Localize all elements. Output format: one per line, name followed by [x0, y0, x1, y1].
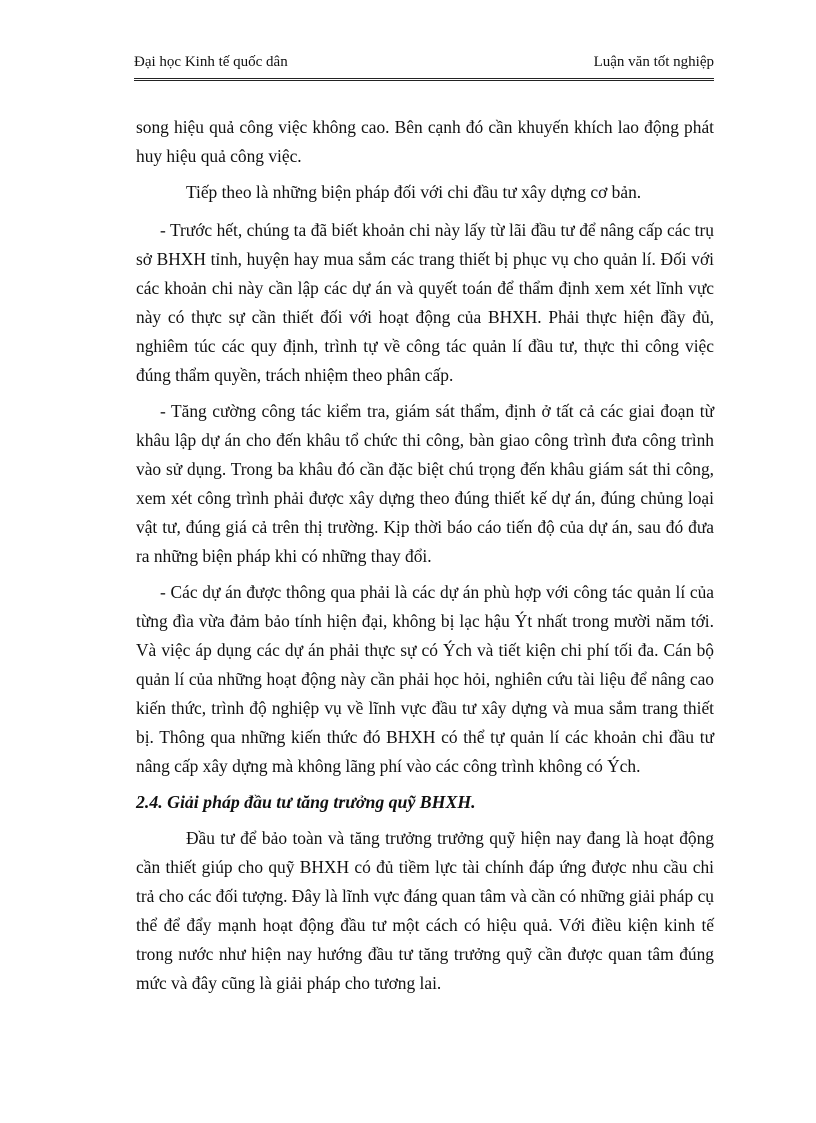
bullet-paragraph-3: - Các dự án được thông qua phải là các dự án phù hợp với công tác quản lí của từng đìa vừa đảm bảo tính hiện đại, không bị lạc hậu Ýt nhất trong mười năm tới. Và việc áp dụng các dự án phải thực sự có Ých và tiết kiện chi phí tối đa. Cán bộ quản lí của những hoạt động này cần phải học hỏi, nghiên cứu tài liệu để nâng cao kiến thức, trình độ nghiệp vụ về lĩnh vực đầu tư xây dựng và mua sắm trang thiết bị. Thông qua những kiến thức đó BHXH có thể tự quản lí các khoản chi đầu tư nâng cấp xây dựng mà không lãng phí vào các công trình không có Ých.	[136, 582, 714, 776]
paragraph-intro-capital: Tiếp theo là những biện pháp đối với chi đầu tư xây dựng cơ bản.	[186, 182, 642, 202]
paragraph-continuation: song hiệu quả công việc không cao. Bên cạnh đó cần khuyến khích lao động phát huy hiệu quả công việc.	[136, 117, 714, 166]
header-university: Đại học Kinh tế quốc dân	[134, 54, 288, 70]
bullet-paragraph-2: - Tăng cường công tác kiểm tra, giám sát thẩm, định ở tất cả các giai đoạn từ khâu lập dự án cho đến khâu tổ chức thi công, bàn giao công trình đưa công trình vào sử dụng. Trong ba khâu đó cần đặc biệt chú trọng đến khâu giám sát thi công, xem xét công trình phải được xây dựng theo đúng thiết kế dự án, đúng chủng loại vật tư, đúng giá cả trên thị trường. Kịp thời báo cáo tiến độ của dự án, sau đó đưa ra những biện pháp khi có những thay đổi.	[136, 401, 714, 566]
header-thesis-label: Luận văn tốt nghiệp	[593, 54, 714, 70]
page-header	[134, 52, 714, 81]
bullet-paragraph-1: - Trước hết, chúng ta đã biết khoản chi này lấy từ lãi đầu tư để nâng cấp các trụ sở BHXH tỉnh, huyện hay mua sắm các trang thiết bị phục vụ cho quản lí. Đối với các khoản chi này cần lập các dự án và quyết toán để thẩm định xem xét lĩnh vực này có thực sự cần thiết đối với hoạt động của BHXH. Phải thực hiện đầy đủ, nghiêm túc các quy định, trình tự về công tác quản lí đầu tư, thực thi công việc đúng thẩm quyền, trách nhiệm theo phân cấp.	[136, 220, 714, 385]
section-paragraph: Đầu tư để bảo toàn và tăng trưởng trưởng quỹ hiện nay đang là hoạt động cần thiết giúp cho quỹ BHXH có đủ tiềm lực tài chính đáp ứng được nhu cầu chi trả cho các đối tượng. Đây là lĩnh vực đáng quan tâm và cần có những giải pháp cụ thể để đẩy mạnh hoạt động đầu tư một cách có hiệu quả. Với điều kiện kinh tế trong nước như hiện nay hướng đầu tư tăng trưởng quỹ cần được quan tâm đúng mức và đây cũng là giải pháp cho tương lai.	[136, 828, 714, 993]
section-heading: 2.4. Giải pháp đầu tư tăng trưởng quỹ BHXH.	[136, 792, 476, 812]
document-body	[136, 113, 714, 998]
